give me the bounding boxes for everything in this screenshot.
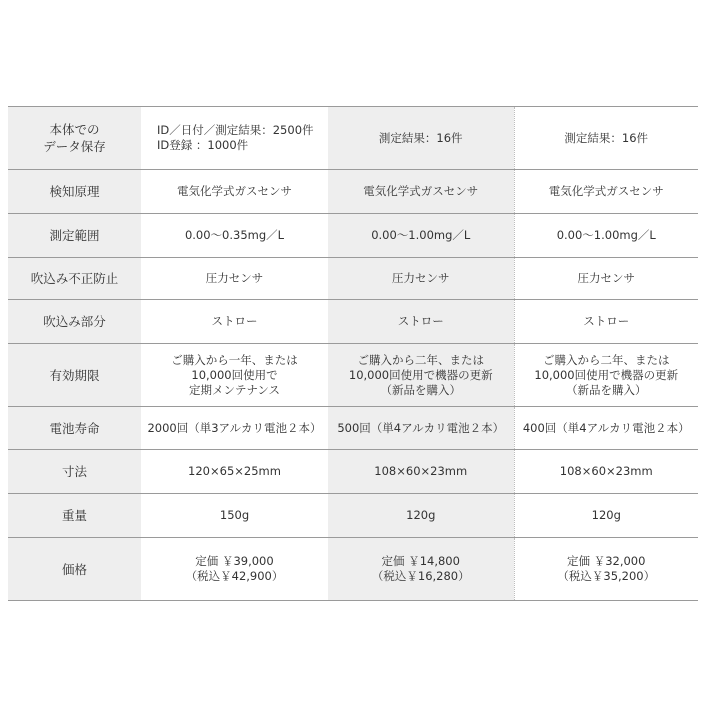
cell-model-b: 0.00～1.00mg／L <box>328 214 514 258</box>
cell-model-a: ご購入から一年、または 10,000回使用で 定期メンテナンス <box>141 344 328 407</box>
spec-comparison-table <box>8 106 698 601</box>
row-data-storage <box>8 107 698 170</box>
row-anti-fraud <box>8 258 698 300</box>
cell-model-a: ストロー <box>141 300 328 344</box>
cell-model-a: 2000回（単3アルカリ電池２本） <box>141 407 328 450</box>
cell-model-c: 0.00～1.00mg／L <box>514 214 698 258</box>
cell-model-a: 電気化学式ガスセンサ <box>141 170 328 214</box>
cell-model-b: 120g <box>328 494 514 538</box>
row-label: 価格 <box>8 538 141 601</box>
cell-model-c: 108×60×23mm <box>514 450 698 494</box>
cell-model-b: 電気化学式ガスセンサ <box>328 170 514 214</box>
row-label: 寸法 <box>8 450 141 494</box>
row-label: 吹込み部分 <box>8 300 141 344</box>
cell-model-b: 108×60×23mm <box>328 450 514 494</box>
row-label: 重量 <box>8 494 141 538</box>
cell-model-c: ストロー <box>514 300 698 344</box>
cell-model-c: 圧力センサ <box>514 258 698 300</box>
cell-model-c: 測定結果：16件 <box>514 107 698 170</box>
cell-model-a: 150g <box>141 494 328 538</box>
row-detection-principle <box>8 170 698 214</box>
row-mouthpiece <box>8 300 698 344</box>
row-dimensions <box>8 450 698 494</box>
row-label: 有効期限 <box>8 344 141 407</box>
row-measurement-range <box>8 214 698 258</box>
cell-model-b: 測定結果：16件 <box>328 107 514 170</box>
row-price <box>8 538 698 601</box>
cell-model-b: ストロー <box>328 300 514 344</box>
row-label: 検知原理 <box>8 170 141 214</box>
cell-model-a: 120×65×25mm <box>141 450 328 494</box>
cell-model-a: ID／日付／測定結果：2500件 ID登録 ：1000件 <box>141 107 328 170</box>
row-label: 測定範囲 <box>8 214 141 258</box>
cell-model-c: 電気化学式ガスセンサ <box>514 170 698 214</box>
cell-model-a: 0.00～0.35mg／L <box>141 214 328 258</box>
row-validity-period <box>8 344 698 407</box>
cell-model-b: 圧力センサ <box>328 258 514 300</box>
cell-model-b: 定価 ￥14,800 （税込￥16,280） <box>328 538 514 601</box>
cell-model-a: 圧力センサ <box>141 258 328 300</box>
row-label: 吹込み不正防止 <box>8 258 141 300</box>
row-battery-life <box>8 407 698 450</box>
row-label: 電池寿命 <box>8 407 141 450</box>
cell-model-a: 定価 ￥39,000 （税込￥42,900） <box>141 538 328 601</box>
cell-model-c: ご購入から二年、または 10,000回使用で機器の更新 （新品を購入） <box>514 344 698 407</box>
cell-model-b: ご購入から二年、または 10,000回使用で機器の更新 （新品を購入） <box>328 344 514 407</box>
row-label: 本体での データ保存 <box>8 107 141 170</box>
cell-model-c: 定価 ￥32,000 （税込￥35,200） <box>514 538 698 601</box>
cell-model-c: 120g <box>514 494 698 538</box>
row-weight <box>8 494 698 538</box>
cell-model-c: 400回（単4アルカリ電池２本） <box>514 407 698 450</box>
cell-model-b: 500回（単4アルカリ電池２本） <box>328 407 514 450</box>
